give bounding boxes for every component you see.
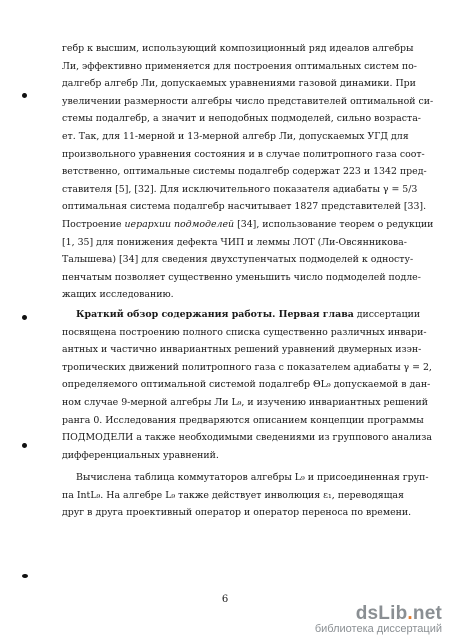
text-fragment: диссертации — [353, 309, 421, 320]
text-line: тропических движений политропного газа с показателем адиабаты γ = 2, — [62, 361, 432, 373]
watermark-logo-tld: net — [412, 603, 442, 624]
text-fragment: [34], использование теорем о редукции — [234, 218, 434, 230]
text-line: ставителя [5], [32]. Для исключительного показателя адиабаты γ = 5/3 — [62, 183, 418, 195]
text-line: Вычислена таблица коммутаторов алгебры L₉ и присоединенная груп- — [76, 472, 429, 483]
text-line: увеличении размерности алгебры число представителей оптимальной си- — [62, 95, 434, 107]
text-line: оптимальная система подалгебр насчитывает 1827 представителей [33]. — [62, 201, 427, 213]
text-line: ном случае 9-мерной алгебры Ли L₉, и изучению инвариантных решений — [62, 396, 429, 408]
text-line: пенчатым позволяет существенно уменьшить число подмоделей подле- — [62, 271, 421, 283]
section-heading: Краткий обзор содержания работы. Первая глава — [76, 309, 354, 320]
text-line: антных и частично инвариантных решений уравнений двумерных изэн- — [62, 344, 422, 356]
text-line: ранга 0. Исследования предваряются описанием концепции программы — [62, 414, 424, 426]
text-line: [1, 35] для понижения дефекта ЧИП и леммы ЛОТ (Ли-Овсянникова- — [62, 236, 407, 248]
margin-mark — [22, 315, 27, 320]
text-line: посвящена построению полного списка существенно различных инвари- — [62, 326, 427, 338]
text-line: друг в друга проективный оператор и оператор переноса по времени. — [62, 507, 412, 519]
text-line: жащих исследованию. — [62, 289, 174, 301]
text-line: гебр к высшим, использующий композиционный ряд идеалов алгебры — [62, 43, 414, 54]
text-fragment: Построение — [62, 218, 125, 230]
italic-term: иерархии подмоделей — [124, 218, 235, 230]
watermark — [315, 603, 442, 635]
text-line: Талышева) [34] для сведения двухступенчатых подмоделей к односту- — [62, 254, 414, 266]
text-line: определяемого оптимальной системой подалгебр ΘL₉ допускаемой в дан- — [62, 379, 431, 391]
text-line: ветственно, оптимальные системы подалгебр содержат 223 и 1342 пред- — [62, 166, 427, 178]
paragraph-3 — [62, 469, 429, 522]
margin-mark — [22, 443, 27, 448]
text-line-with-heading — [62, 306, 421, 324]
watermark-logo-main: dsLib — [355, 603, 408, 624]
paragraph-1 — [62, 40, 434, 304]
margin-mark — [22, 93, 27, 98]
text-line: ПОДМОДЕЛИ а также необходимыми сведениями из группового анализа — [62, 432, 432, 444]
text-line: Ли, эффективно применяется для построения оптимальных систем по- — [62, 60, 417, 72]
text-line: ет. Так, для 11-мерной и 13-мерной алгебр Ли, допускаемых УГД для — [62, 130, 409, 142]
text-line: па IntL₉. На алгебре L₉ также действует инволюция ε₁, переводящая — [62, 489, 404, 501]
text-line: дифференциальных уравнений. — [62, 449, 219, 461]
watermark-logo-dot: . — [407, 603, 413, 624]
text-line-with-italic — [62, 216, 434, 234]
text-line: произвольного уравнения состояния и в случае политропного газа соот- — [62, 148, 425, 160]
watermark-logo — [315, 603, 442, 625]
text-line: стемы подалгебр, а значит и неподобных подмоделей, сильно возраста- — [62, 113, 421, 125]
margin-mark — [22, 574, 28, 578]
paragraph-2 — [62, 306, 432, 464]
text-line: далгебр алгебр Ли, допускаемых уравнениями газовой динамики. При — [62, 78, 416, 90]
watermark-subtitle: библиотека диссертаций — [314, 623, 442, 635]
page-number: 6 — [221, 594, 229, 605]
